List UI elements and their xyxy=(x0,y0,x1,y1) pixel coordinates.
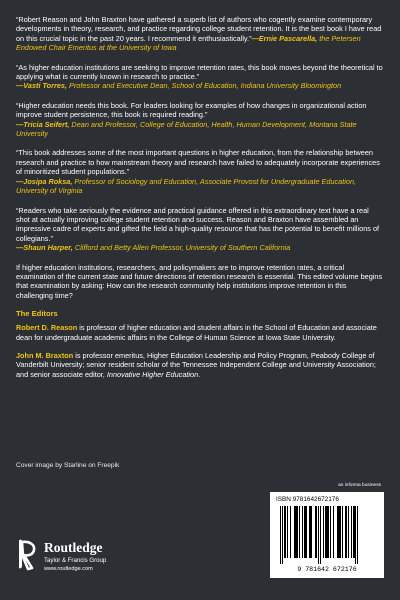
informa-tagline: an informa business xyxy=(338,483,381,488)
barcode-digits: 9 781642 672176 xyxy=(297,566,357,573)
barcode-bar xyxy=(327,506,329,558)
barcode-bar xyxy=(304,506,306,558)
editor-bio-reason: Robert D. Reason is professor of higher education and student affairs in the School of Education and associate dean for undergraduate academic affairs in the College of Human Science at Iowa State University. xyxy=(16,323,377,342)
barcode-bar xyxy=(299,506,300,558)
isbn-barcode xyxy=(270,492,384,578)
publisher-url: www.routledge.com xyxy=(44,566,93,572)
barcode-bar xyxy=(284,506,286,558)
barcode-bar xyxy=(294,506,296,558)
barcode-bar xyxy=(345,506,347,558)
barcode-bar xyxy=(309,506,311,558)
editors-heading: The Editors xyxy=(16,309,58,319)
quote-attribution: —Shaun Harper, Clifford and Betty Allen Professor, University of Southern California xyxy=(16,243,291,253)
barcode-bar xyxy=(280,506,281,564)
barcode-bar xyxy=(348,506,349,558)
book-summary: If higher education institutions, researchers, and policymakers are to improve retention rates, a critical examination of the current state and future directions of retention research is essential. This edited volume begins that examination by asking: How can the research community help institutions improve retention in this challenging time? xyxy=(16,262,383,300)
quote-attribution: —Tricia Seifert, Dean and Professor, College of Education, Health, Human Development, Montana State University xyxy=(16,119,357,139)
quote-attribution: —Josipa Roksa, Professor of Sociology and Education, Associate Provost for Undergraduate Education, University of Virginia xyxy=(16,176,357,196)
barcode-bar xyxy=(351,506,352,558)
barcode-bar xyxy=(323,506,324,558)
quote-torres: “As higher education institutions are seeking to improve retention rates, this book moves beyond the theoretical to applying what is currently known in research to practice.” —Vasti Torres, Professor and Executive Dean, School of Education, Indiana University Bloomington xyxy=(16,62,383,91)
barcode-bar xyxy=(290,506,291,558)
barcode-bar xyxy=(339,506,341,558)
barcode-bars xyxy=(278,506,378,564)
quote-seifert: “Higher education needs this book. For leaders looking for examples of how changes in organizational action improve student persistence, this book is required reading.” —Tricia Seifert, Dean and Professor, College of Education, Health, Human Development, Montana State University xyxy=(16,100,367,139)
quote-attribution: —Vasti Torres, Professor and Executive Dean, School of Education, Indiana University Bloomington xyxy=(16,81,342,91)
barcode-bar xyxy=(306,506,307,558)
routledge-r-icon xyxy=(16,538,38,574)
back-cover-text xyxy=(16,15,384,388)
barcode-bar xyxy=(342,506,343,558)
barcode-bar xyxy=(302,506,303,558)
routledge-logo xyxy=(16,536,166,580)
barcode-bar xyxy=(320,506,321,564)
publisher-group: Taylor & Francis Group xyxy=(44,557,107,564)
quote-harper: “Readers who take seriously the evidence and practical guidance offered in this extraordinary text have a real shot at actually improving college student retention and success. Reason and Braxton have assembled an impressive cadre of experts and gifted the field a high-quality resource that has the potential to benefit millions of collegians.” —Shaun Harper, Clifford and Betty Allen Professor, University of Southern California xyxy=(16,205,380,253)
barcode-bar xyxy=(318,506,319,564)
barcode-bar xyxy=(315,506,317,558)
barcode-bar xyxy=(311,506,312,558)
barcode-bar xyxy=(353,506,355,558)
barcode-bar xyxy=(337,506,339,558)
quote-attribution: —Ernie Pascarella, the Petersen Endowed Chair Emeritus at the University of Iowa xyxy=(16,33,361,53)
publisher-name: Routledge xyxy=(44,540,103,555)
barcode-bar xyxy=(355,506,356,564)
barcode-bar xyxy=(296,506,298,558)
barcode-bar xyxy=(282,506,283,564)
editor-bio-braxton: John M. Braxton is professor emeritus, Higher Education Leadership and Policy Program, Peabody College of Vanderbilt University; senior resident scholar of the Tennessee Independent College and University Association; and senior associate editor, Innovative Higher Education. xyxy=(16,350,376,379)
barcode-bar xyxy=(333,506,334,558)
cover-image-credit: Cover image by Starline on Freepik xyxy=(16,462,120,469)
barcode-bar xyxy=(325,506,327,558)
quote-pascarella: “Robert Reason and John Braxton have gathered a superb list of authors who cogently examine contemporary developments in theory, research, and practice regarding college student retention. It is the best book I have read on this crucial topic in the past 20 years. I recommend it enthusiastically.”—Ernie Pascarella, the Petersen Endowed Chair Emeritus at the University of Iowa xyxy=(16,15,382,53)
barcode-bar xyxy=(330,506,331,558)
barcode-bar xyxy=(287,506,288,558)
quote-roksa: “This book addresses some of the most important questions in higher education, from the relationship between research and practice to how mainstream theory and research have failed to adequately incorporate experiences of minoritized student populations.” —Josipa Roksa, Professor of Sociology and Education, Associate Provost for Undergraduate Education, University of Virginia xyxy=(16,148,380,196)
barcode-bar xyxy=(357,506,358,564)
isbn-label: ISBN 9781642672176 xyxy=(276,496,339,503)
